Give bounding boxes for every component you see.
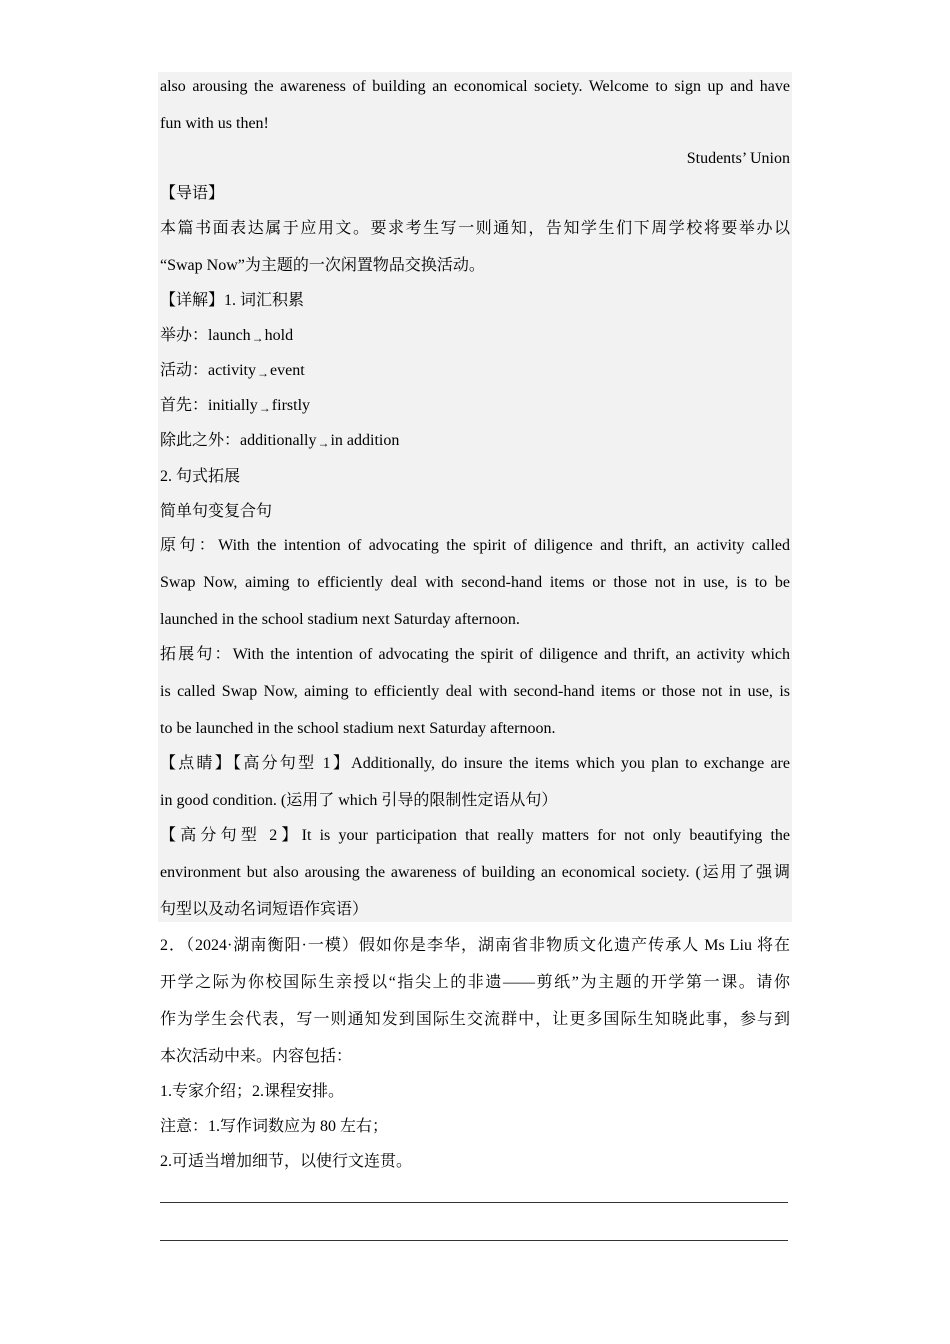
- highlight-line: 【点睛】【高分句型 1】Additionally, do insure the items which you plan to exchange are: [160, 755, 790, 772]
- vocab-label: 首先：: [160, 397, 209, 414]
- original-sentence-line: Swap Now, aiming to efficiently deal with second-hand items or those not in use, is to be: [160, 574, 790, 591]
- highlight-line: 【高分句型 2】It is your participation that really matters for not only beautifying the: [160, 827, 790, 844]
- answer-line: [160, 1240, 788, 1241]
- question-line: 本次活动中来。内容包括：: [160, 1048, 353, 1065]
- question-content: 1.专家介绍；2.课程安排。: [160, 1083, 345, 1100]
- vocab-to: event: [270, 362, 305, 379]
- vocab-from: launch: [208, 327, 251, 344]
- vocab-to: in addition: [330, 432, 400, 449]
- vocab-item: [160, 361, 790, 381]
- original-sentence-line: 原句：With the intention of advocating the spirit of diligence and thrift, an activity called: [160, 537, 790, 554]
- expanded-sentence-line: to be launched in the school stadium next Saturday afternoon.: [160, 720, 556, 737]
- question-note: 2.可适当增加细节，以使行文连贯。: [160, 1153, 413, 1170]
- intro-line: “Swap Now”为主题的一次闲置物品交换活动。: [160, 257, 485, 274]
- vocab-label: 活动：: [160, 362, 209, 379]
- passage-line: also arousing the awareness of building an economical society. Welcome to sign up and have: [160, 78, 790, 95]
- vocab-label: 除此之外：: [160, 432, 241, 449]
- vocab-item: [160, 431, 790, 451]
- vocab-from: additionally: [240, 432, 317, 449]
- highlight-line: in good condition. (运用了 which 引导的限制性定语从句）: [160, 792, 558, 809]
- question-line: 2．（2024·湖南衡阳·一模）假如你是李华，湖南省非物质文化遗产传承人 Ms Liu 将在: [160, 937, 790, 954]
- arrow-icon: →: [257, 366, 269, 380]
- details-heading: 【详解】1. 词汇积累: [160, 292, 305, 309]
- question-note: 注意：1.写作词数应为 80 左右；: [160, 1118, 389, 1135]
- original-sentence-line: launched in the school stadium next Saturday afternoon.: [160, 611, 520, 628]
- vocab-item: [160, 396, 790, 416]
- arrow-icon: →: [317, 436, 330, 450]
- vocab-label: 举办：: [160, 327, 209, 344]
- vocab-from: initially: [208, 397, 258, 414]
- vocab-to: hold: [264, 327, 294, 344]
- answer-line: [160, 1202, 788, 1203]
- passage-signature: Students’ Union: [686, 150, 790, 167]
- arrow-icon: →: [258, 401, 271, 415]
- question-line: 作为学生会代表，写一则通知发到国际生交流群中，让更多国际生知晓此事，参与到: [160, 1011, 790, 1028]
- question-line: 开学之际为你校国际生亲授以“指尖上的非遗——剪纸”为主题的开学第一课。请你: [160, 974, 790, 991]
- vocab-item: [160, 326, 790, 346]
- expanded-sentence-line: is called Swap Now, aiming to efficiently deal with second-hand items or those not in use, is: [160, 683, 790, 700]
- passage-line: fun with us then!: [160, 115, 269, 132]
- highlight-line: 句型以及动名词短语作宾语）: [160, 901, 369, 918]
- sentence-subheading: 简单句变复合句: [160, 503, 273, 520]
- vocab-from: activity: [208, 362, 256, 379]
- intro-heading: 【导语】: [160, 185, 225, 202]
- vocab-to: firstly: [271, 397, 311, 414]
- highlight-line: environment but also arousing the awareness of building an economical society. (运用了强调: [160, 864, 790, 881]
- arrow-icon: →: [251, 331, 264, 345]
- intro-line: 本篇书面表达属于应用文。要求考生写一则通知，告知学生们下周学校将要举办以: [160, 220, 790, 237]
- expanded-sentence-line: 拓展句：With the intention of advocating the spirit of diligence and thrift, an activity which: [160, 646, 790, 663]
- sentence-heading: 2. 句式拓展: [160, 468, 241, 485]
